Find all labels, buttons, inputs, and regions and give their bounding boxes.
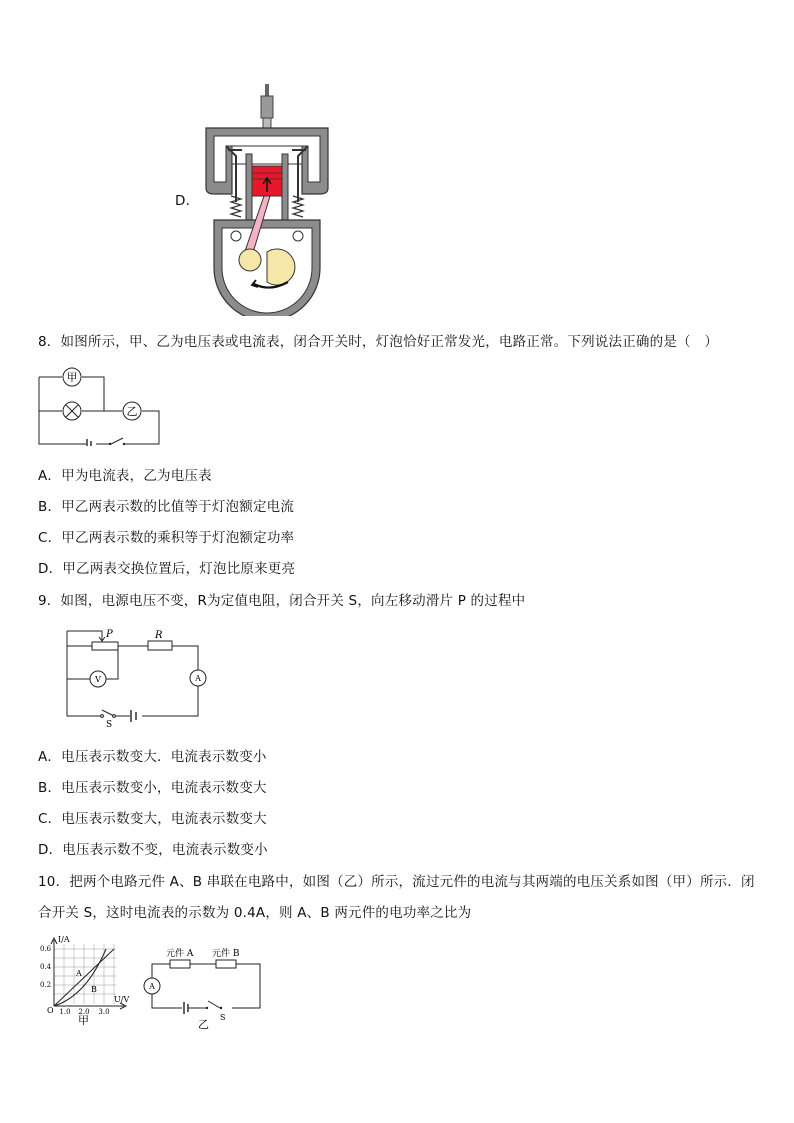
- q8-option-a: A．甲为电流表，乙为电压表: [38, 468, 212, 484]
- q9-option-a: A．电压表示数变大．电流表示数变小: [38, 749, 267, 765]
- q8-meter-a-label: 甲: [66, 371, 78, 384]
- q10-stem-line2: 合开关 S，这时电流表的示数为 0.4A，则 A、B 两元件的电功率之比为: [38, 905, 472, 921]
- q10-graph-y-axis-label: I/A: [58, 935, 70, 944]
- q10-graph-y-tick-3: 0.2: [40, 981, 52, 989]
- q9-option-d: D．电压表示数不变，电流表示数变小: [38, 842, 268, 858]
- q10-iu-graph: [36, 934, 136, 1026]
- q10-graph-caption: 甲: [78, 1014, 89, 1026]
- q10-circuit-switch: S: [220, 1013, 226, 1022]
- q10-graph-curve-b: B: [91, 985, 97, 994]
- q10-graph-curve-a: A: [76, 969, 82, 978]
- q9-label-v: V: [95, 675, 101, 684]
- q10-stem-line1: 10．把两个电路元件 A、B 串联在电路中，如图（乙）所示，流过元件的电流与其两端的电压关系如图（甲）所示．闭: [38, 874, 755, 890]
- q9-label-a: A: [195, 674, 201, 683]
- q9-circuit-diagram: [62, 626, 212, 730]
- q10-graph-x-tick-1: 1.0: [59, 1008, 71, 1016]
- engine-stroke-diagram: [200, 84, 340, 316]
- q10-circuit-element-a: 元件 A: [166, 949, 194, 959]
- q10-circuit-element-b: 元件 B: [212, 949, 240, 959]
- q9-stem: 9．如图，电源电压不变，R为定值电阻，闭合开关 S，向左移动滑片 P 的过程中: [38, 593, 526, 609]
- q10-graph-y-tick-1: 0.6: [40, 945, 52, 953]
- q8-meter-b-label: 乙: [126, 405, 138, 418]
- q8-circuit-diagram: [36, 366, 162, 446]
- q9-label-r: R: [155, 630, 163, 641]
- q10-circuit-ammeter: A: [149, 982, 155, 991]
- engine-option-label: D．: [175, 193, 200, 209]
- q10-series-circuit: [142, 944, 268, 1030]
- q10-graph-origin: O: [47, 1006, 54, 1015]
- q9-option-c: C．电压表示数变大，电流表示数变大: [38, 811, 267, 827]
- q10-graph-y-tick-2: 0.4: [40, 963, 52, 971]
- q10-graph-x-tick-3: 3.0: [98, 1008, 110, 1016]
- q10-graph-x-tick-2: 2.0: [78, 1008, 90, 1016]
- q8-stem: 8．如图所示，甲、乙为电压表或电流表，闭合开关时，灯泡恰好正常发光，电路正常。下列说法正确的是（ ）: [38, 334, 719, 350]
- q9-label-p: P: [106, 629, 113, 640]
- q9-label-s: S: [106, 720, 113, 730]
- q8-option-d: D．甲乙两表交换位置后，灯泡比原来更亮: [38, 561, 296, 577]
- q8-option-c: C．甲乙两表示数的乘积等于灯泡额定功率: [38, 530, 295, 546]
- q9-option-b: B．电压表示数变小，电流表示数变大: [38, 780, 267, 796]
- q10-graph-x-axis-label: U/V: [114, 995, 130, 1004]
- q8-option-b: B．甲乙两表示数的比值等于灯泡额定电流: [38, 499, 295, 515]
- q10-circuit-caption: 乙: [198, 1018, 209, 1030]
